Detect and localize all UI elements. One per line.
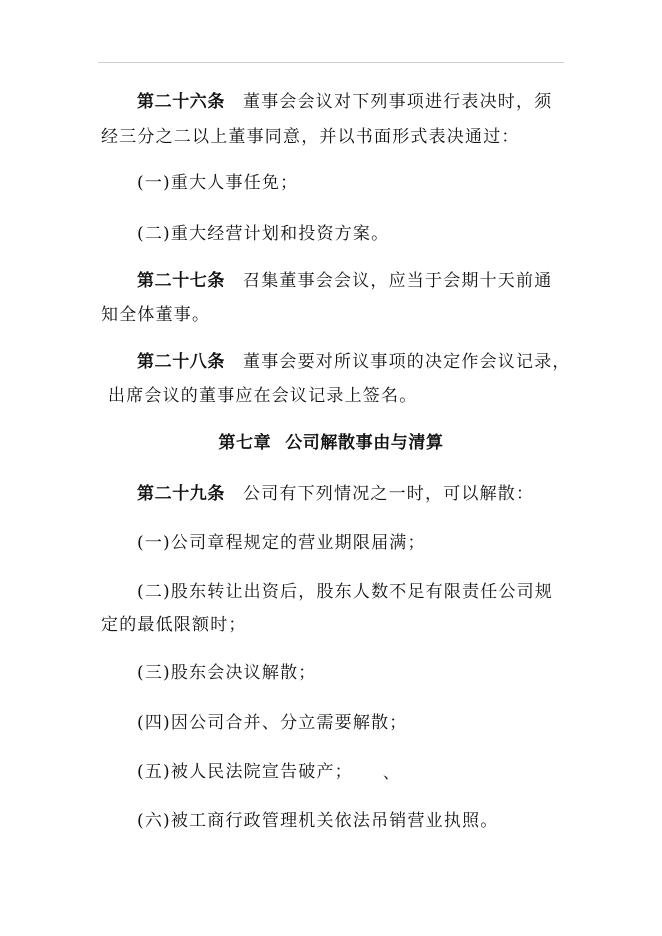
article-28-label: 第二十八条: [137, 352, 225, 372]
article-29-text-1: 公司有下列情况之一时，可以解散：: [243, 484, 535, 504]
article-27-line-2: 知全体董事。: [101, 305, 211, 325]
article-27-label: 第二十七条: [137, 271, 225, 291]
article-29-line-1: [137, 483, 534, 505]
article-28-text-1: 董事会要对所议事项的决定作会议记录，: [243, 352, 571, 372]
article-26-line-1: [137, 91, 552, 113]
chapter-7-number: 第七章: [218, 433, 272, 453]
article-28-line-2: 出席会议的董事应在会议记录上签名。: [108, 386, 418, 406]
article-29-item-2-line-2: 定的最低限额时；: [101, 615, 247, 635]
article-26-text-1: 董事会会议对下列事项进行表决时，须: [243, 92, 553, 112]
chapter-7-title: 公司解散事由与清算: [285, 433, 444, 453]
article-29-item-1: (一)公司章程规定的营业期限届满；: [137, 533, 426, 553]
article-27-text-1: 召集董事会会议，应当于会期十天前通: [243, 271, 553, 291]
article-27-line-1: [137, 270, 552, 292]
article-29-item-2-line-1: (二)股东转让出资后，股东人数不足有限责任公司规: [137, 582, 554, 602]
article-28-line-1: [137, 351, 571, 373]
article-26-line-2: 经三分之二以上董事同意，并以书面形式表决通过：: [101, 127, 520, 147]
header-divider: [98, 62, 564, 63]
article-26-item-2: (二)重大经营计划和投资方案。: [137, 224, 390, 244]
article-26-label: 第二十六条: [137, 92, 225, 112]
article-26-item-1: (一)重大人事任免；: [137, 173, 299, 193]
article-29-label: 第二十九条: [137, 484, 225, 504]
article-29-item-5-stray-mark: 、: [383, 763, 400, 782]
article-29-item-3: (三)股东会决议解散；: [137, 663, 317, 683]
article-29-item-5: (五)被人民法院宣告破产；: [137, 762, 353, 782]
article-29-item-6: (六)被工商行政管理机关依法吊销营业执照。: [137, 811, 499, 831]
chapter-7-heading: [0, 432, 662, 454]
article-29-item-4: (四)因公司合并、分立需要解散；: [137, 713, 408, 733]
